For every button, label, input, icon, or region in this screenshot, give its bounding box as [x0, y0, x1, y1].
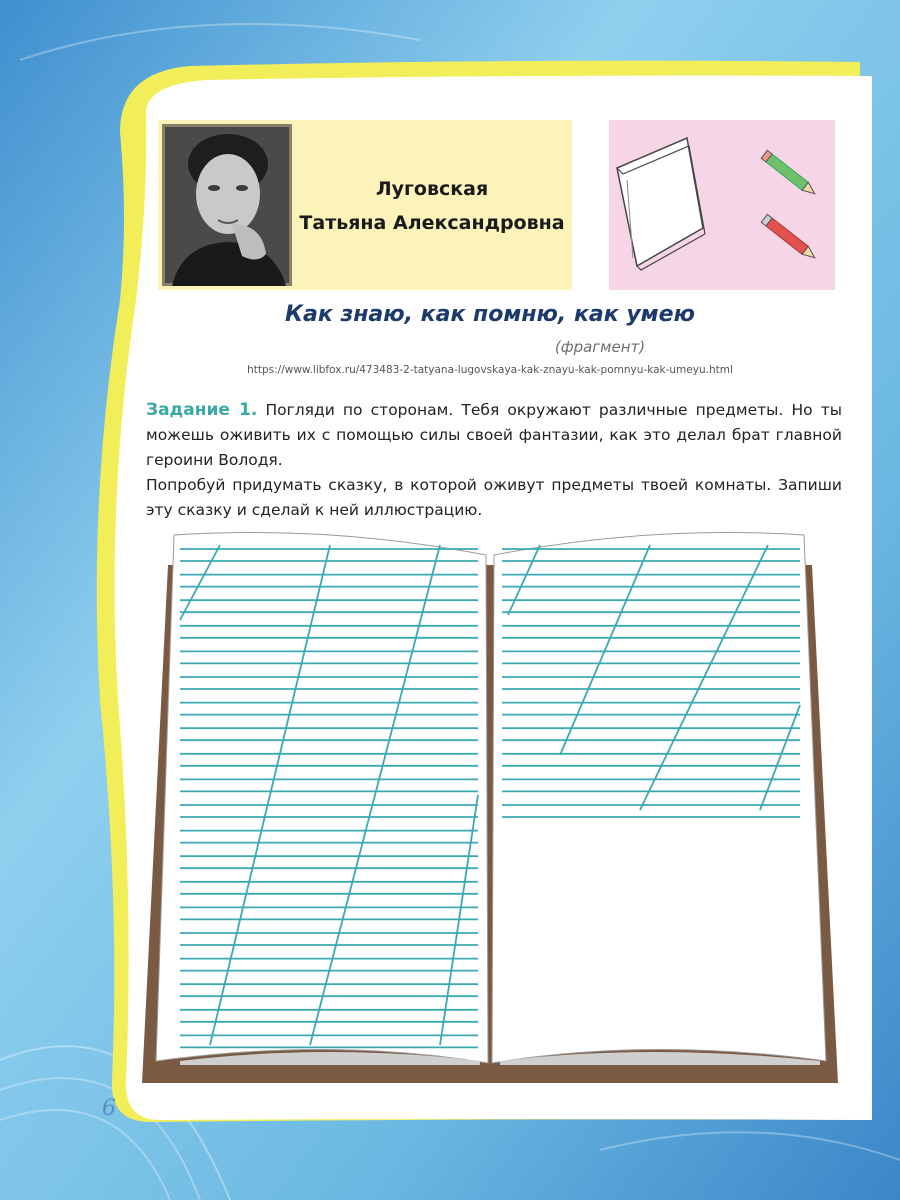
author-name: [298, 172, 566, 240]
task-paragraph-1: [146, 398, 842, 473]
task-text-1: Погляди по сторонам. Тебя окружают различные предметы. Но ты можешь оживить их с помощью силы своей фантазии, как это делал брат главной героини Володя.: [146, 401, 842, 469]
author-last-name: Луговская: [375, 178, 489, 200]
story-title: Как знаю, как помню, как умею: [285, 302, 695, 327]
story-subtitle: (фрагмент): [554, 338, 646, 356]
illustration-card: [609, 120, 835, 290]
task-block: [146, 398, 842, 523]
notebook-icon: [617, 138, 705, 270]
author-first-names: Татьяна Александровна: [299, 212, 565, 234]
page-number: 6: [102, 1096, 116, 1121]
green-pencil-icon: [761, 150, 818, 197]
source-url[interactable]: https://www.libfox.ru/473483-2-tatyana-lugovskaya-kak-znayu-kak-pomnyu-kak-umeyu.html: [247, 364, 733, 376]
author-photo: [162, 124, 292, 286]
red-pencil-icon: [761, 214, 818, 261]
task-label: Задание 1.: [146, 400, 258, 420]
author-card: [158, 120, 572, 290]
open-notebook: [140, 525, 840, 1090]
task-paragraph-2: Попробуй придумать сказку, в которой оживут предметы твоей комнаты. Запиши эту сказку и сделай к ней иллюстрацию.: [146, 476, 842, 519]
